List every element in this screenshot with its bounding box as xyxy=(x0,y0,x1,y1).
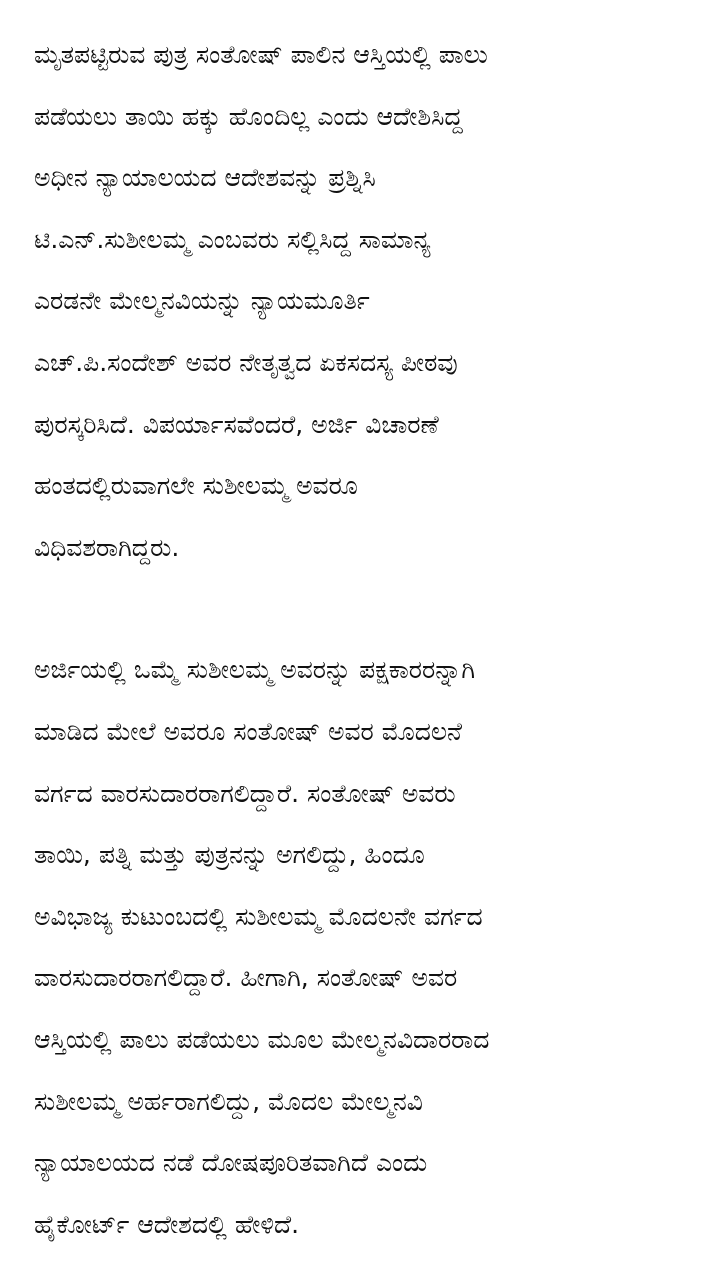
text-line: ನ್ಯಾಯಾಲಯದ ನಡೆ ದೋಷಪೂರಿತವಾಗಿದೆ ಎಂದು xyxy=(34,1148,428,1178)
text-line: ಟಿ.ಎನ್.ಸುಶೀಲಮ್ಮ ಎಂಬವರು ಸಲ್ಲಿಸಿದ್ದ ಸಾಮಾನ್ಯ xyxy=(34,224,431,254)
text-line: ಹಂತದಲ್ಲಿರುವಾಗಲೇ ಸುಶೀಲಮ್ಮ ಅವರೂ xyxy=(34,471,358,501)
text-line: ಮೃತಪಟ್ಟಿರುವ ಪುತ್ರ ಸಂತೋಷ್ ಪಾಲಿನ ಆಸ್ತಿಯಲ್ಲಿ ಪಾಲು xyxy=(34,40,488,69)
text-line: ಎಚ್.ಪಿ.ಸಂದೇಶ್ ಅವರ ನೇತೃತ್ವದ ಏಕಸದಸ್ಯ ಪೀಠವು xyxy=(34,347,458,377)
text-line: ತಾಯಿ, ಪತ್ನಿ ಮತ್ತು ಪುತ್ರನನ್ನು ಅಗಲಿದ್ದು, ಹಿಂದೂ xyxy=(34,840,425,870)
text-line: ವಿಧಿವಶರಾಗಿದ್ದರು. xyxy=(34,532,180,562)
text-line: ಅವಿಭಾಜ್ಯ ಕುಟುಂಬದಲ್ಲಿ ಸುಶೀಲಮ್ಮ ಮೊದಲನೇ ವರ್ಗದ xyxy=(34,901,483,931)
text-line: ಅಧೀನ ನ್ಯಾಯಾಲಯದ ಆದೇಶವನ್ನು ಪ್ರಶ್ನಿಸಿ xyxy=(34,163,376,193)
text-line: ಹೈಕೋರ್ಟ್ ಆದೇಶದಲ್ಲಿ ಹೇಳಿದೆ. xyxy=(34,1209,300,1239)
text-line: ಆಸ್ತಿಯಲ್ಲಿ ಪಾಲು ಪಡೆಯಲು ಮೂಲ ಮೇಲ್ಮನವಿದಾರರಾದ xyxy=(34,1024,490,1054)
text-line: ವಾರಸುದಾರರಾಗಲಿದ್ದಾರೆ. ಹೀಗಾಗಿ, ಸಂತೋಷ್ ಅವರ xyxy=(34,963,458,993)
text-line: ವರ್ಗದ ವಾರಸುದಾರರಾಗಲಿದ್ದಾರೆ. ಸಂತೋಷ್ ಅವರು xyxy=(34,778,456,808)
text-line: ಎರಡನೇ ಮೇಲ್ಮನವಿಯನ್ನು ನ್ಯಾಯಮೂರ್ತಿ xyxy=(34,286,370,316)
paragraph-2 xyxy=(34,650,678,1266)
text-line: ಮಾಡಿದ ಮೇಲೆ ಅವರೂ ಸಂತೋಷ್ ಅವರ ಮೊದಲನೆ xyxy=(34,716,462,746)
paragraph-1 xyxy=(34,35,678,589)
text-line: ಸುಶೀಲಮ್ಮ ಅರ್ಹರಾಗಲಿದ್ದು, ಮೊದಲ ಮೇಲ್ಮನವಿ xyxy=(34,1086,423,1116)
text-line: ಅರ್ಜಿಯಲ್ಲಿ ಒಮ್ಮೆ ಸುಶೀಲಮ್ಮ ಅವರನ್ನು ಪಕ್ಷಕಾರರನ್ನಾಗಿ xyxy=(34,655,476,685)
text-line: ಪಡೆಯಲು ತಾಯಿ ಹಕ್ಕು ಹೊಂದಿಲ್ಲ ಎಂದು ಆದೇಶಿಸಿದ್ದ xyxy=(34,101,463,131)
text-line: ಪುರಸ್ಕರಿಸಿದೆ. ವಿಪರ್ಯಾಸವೆಂದರೆ, ಅರ್ಜಿ ವಿಚಾರಣೆ xyxy=(34,409,439,439)
